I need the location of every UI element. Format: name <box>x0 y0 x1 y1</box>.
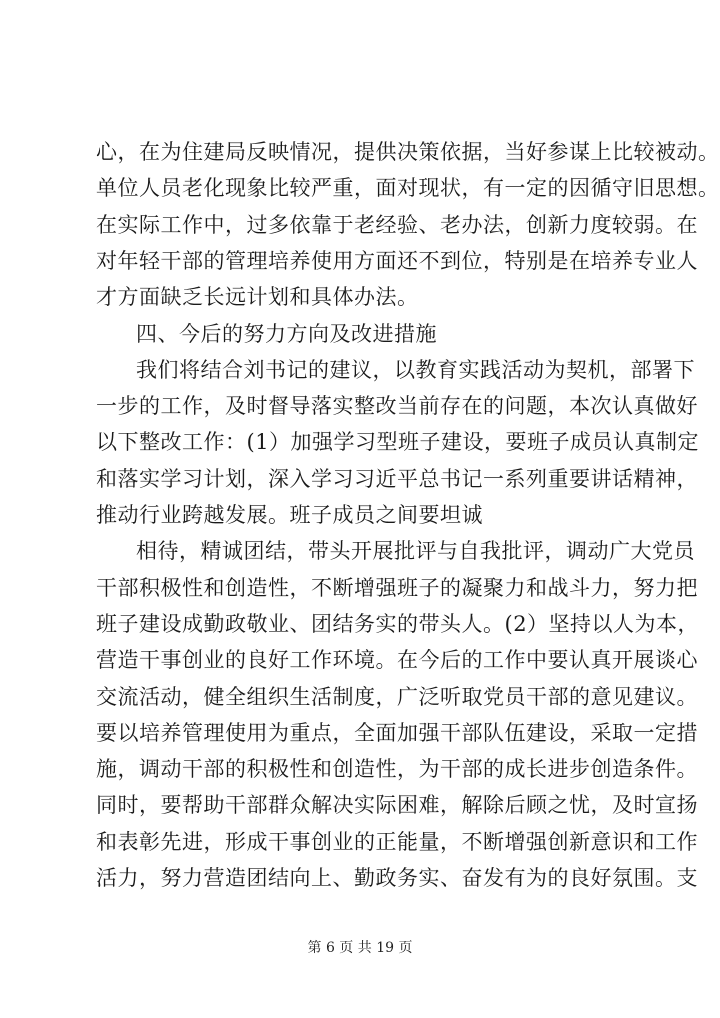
text-line: 才方面缺乏长远计划和具体办法。 <box>96 285 419 310</box>
text-line: 要以培养管理使用为重点，全面加强干部队伍建设，采取一定措 <box>96 720 698 745</box>
text-line: 相待，精诚团结，带头开展批评与自我批评，调动广大党员 <box>136 539 695 564</box>
text-line: 我们将结合刘书记的建议，以教育实践活动为契机，部署下 <box>136 357 695 382</box>
page-footer: 第 6 页 共 19 页 <box>307 940 413 956</box>
text-line: 以下整改工作：(1）加强学习型班子建设，要班子成员认真制定 <box>96 430 700 455</box>
text-line: 心，在为住建局反映情况，提供决策依据，当好参谋上比较被动。 <box>96 140 720 164</box>
text-line: 在实际工作中，过多依靠于老经验、老办法，创新力度较弱。在 <box>96 212 698 237</box>
text-line: 班子建设成勤政敬业、团结务实的带头人。(2）坚持以人为本， <box>96 611 700 636</box>
text-line: 一步的工作，及时督导落实整改当前存在的问题，本次认真做好 <box>96 394 698 419</box>
text-line: 对年轻干部的管理培养使用方面还不到位，特别是在培养专业人 <box>96 248 698 273</box>
text-line: 活力，努力营造团结向上、勤政务实、奋发有为的良好氛围。支 <box>96 866 698 890</box>
section-heading: 四、今后的努力方向及改进措施 <box>136 321 437 346</box>
text-line: 推动行业跨越发展。班子成员之间要坦诚 <box>96 503 483 527</box>
text-line: 干部积极性和创造性，不断增强班子的凝聚力和战斗力，努力把 <box>96 575 698 600</box>
text-line: 和表彰先进，形成干事创业的正能量，不断增强创新意识和工作 <box>96 829 698 854</box>
text-line: 施，调动干部的积极性和创造性，为干部的成长进步创造条件。 <box>96 757 698 782</box>
text-line: 交流活动，健全组织生活制度，广泛听取党员干部的意见建议。 <box>96 684 698 709</box>
text-line: 单位人员老化现象比较严重，面对现状，有一定的因循守旧思想。 <box>96 176 720 201</box>
text-line: 营造干事创业的良好工作环境。在今后的工作中要认真开展谈心 <box>96 648 698 673</box>
text-line: 和落实学习计划，深入学习习近平总书记一系列重要讲话精神， <box>96 466 698 491</box>
text-line: 同时，要帮助干部群众解决实际困难，解除后顾之忧，及时宣扬 <box>96 793 698 818</box>
